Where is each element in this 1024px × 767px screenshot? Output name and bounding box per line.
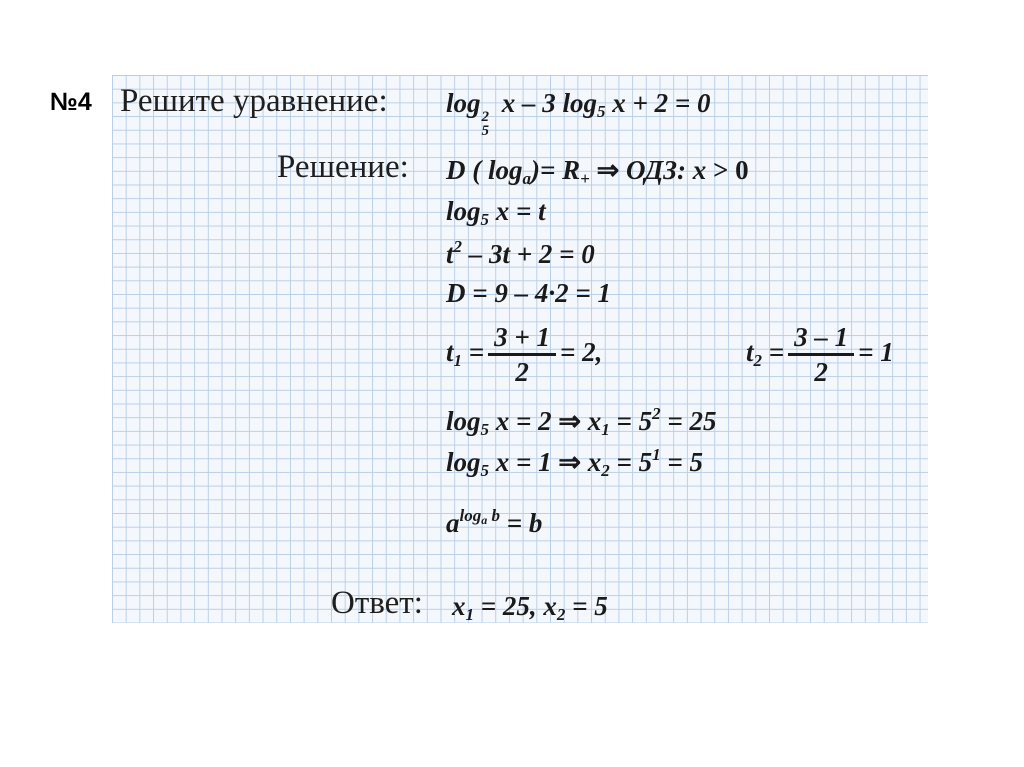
- fraction-t2: $\frac{3 - 1}{2}$: [788, 322, 854, 388]
- discriminant-line: D = 9 – 4·2 = 1: [446, 278, 612, 308]
- solution-label: Решение:: [277, 149, 409, 185]
- substitution-line: $\log_5 x = t$: [446, 196, 546, 229]
- fraction-t1: $\frac{3 + 1}{2}$: [488, 322, 556, 388]
- answer-label: Ответ:: [331, 585, 423, 621]
- equation: log 2 5 x – 3 $\log_5 x + 2 = 0$: [446, 88, 711, 139]
- back-substitution-1: $\log_5 x = 2$ ⇒ $x_1 = 5^2 = 25$: [446, 404, 717, 439]
- root-t2: $t_2$ = $\frac{3 - 1}{2}$ = 1: [746, 322, 894, 387]
- problem-number: №4: [50, 88, 92, 116]
- log-identity: $a^{log_a b} = b$: [446, 506, 543, 538]
- root-t1: $t_1$ = $\frac{3 + 1}{2}$ = 2,: [446, 322, 603, 387]
- task-label: Решите уравнение:: [120, 83, 388, 119]
- quadratic-line: $t^2 - 3t + 2 = 0$: [446, 237, 595, 269]
- domain-line: D ( $\log_a)= R_+$ ⇒ ОДЗ: x > 0: [446, 155, 749, 188]
- answer: $x_1 = 25$, $x_2 = 5$: [452, 591, 608, 624]
- back-substitution-2: $\log_5 x = 1$ ⇒ $x_2 = 5^1 = 5$: [446, 445, 704, 480]
